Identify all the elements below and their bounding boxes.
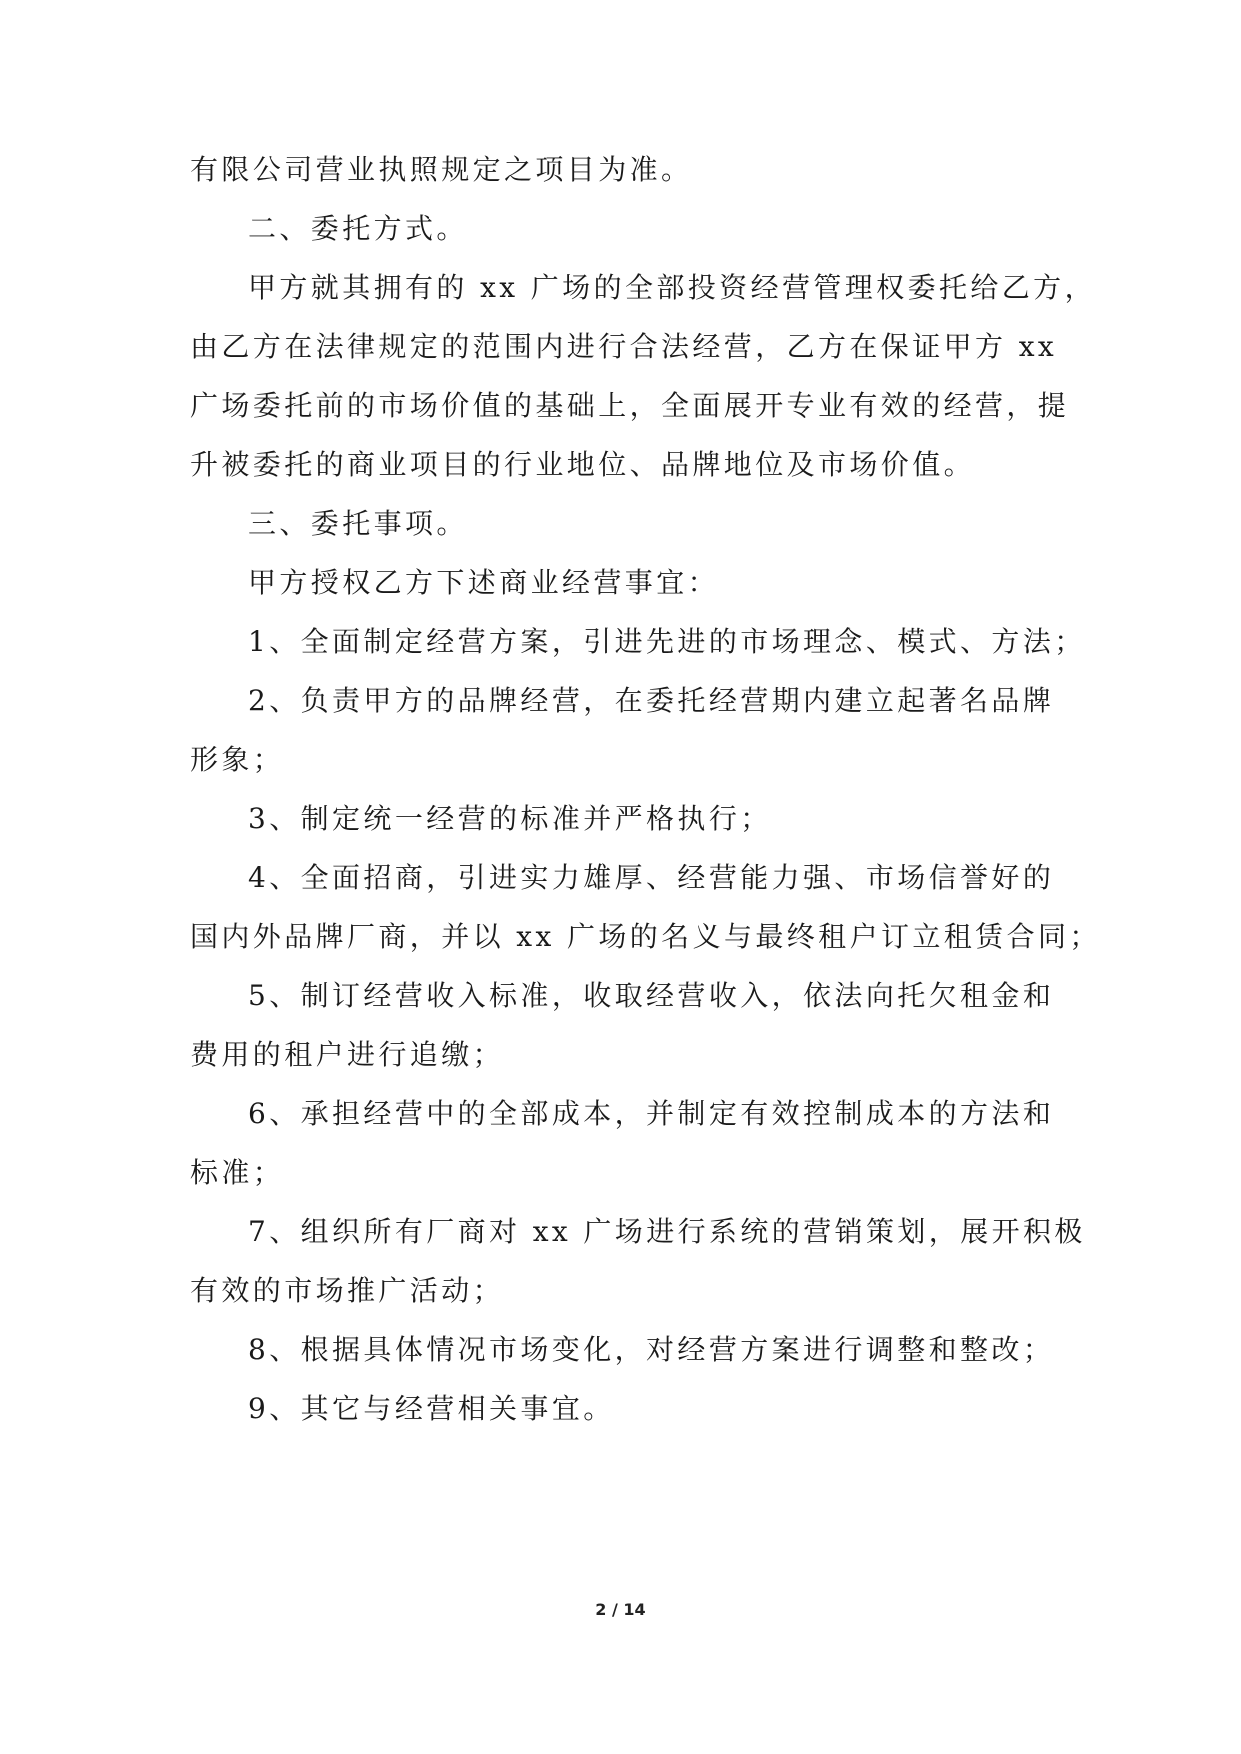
list-item: 5、制订经营收入标准，收取经营收入，依法向托欠租金和 [248, 979, 1055, 1012]
section-heading-delegation-method: 二、委托方式。 [248, 212, 468, 245]
list-item-continuation: 标准； [190, 1156, 285, 1189]
list-item-continuation: 形象； [190, 743, 285, 776]
list-item: 6、承担经营中的全部成本，并制定有效控制成本的方法和 [248, 1097, 1055, 1130]
list-item: 4、全面招商，引进实力雄厚、经营能力强、市场信誉好的 [248, 861, 1055, 894]
paragraph-line: 广场委托前的市场价值的基础上，全面展开专业有效的经营，提 [190, 389, 1070, 422]
list-item: 7、组织所有厂商对 xx 广场进行系统的营销策划，展开积极 [248, 1215, 1086, 1248]
list-item: 1、全面制定经营方案，引进先进的市场理念、模式、方法； [248, 625, 1086, 658]
list-item: 9、其它与经营相关事宜。 [248, 1392, 615, 1425]
list-item: 8、根据具体情况市场变化，对经营方案进行调整和整改； [248, 1333, 1055, 1366]
list-item-continuation: 费用的租户进行追缴； [190, 1038, 505, 1071]
paragraph-line: 甲方授权乙方下述商业经营事宜： [248, 566, 720, 599]
paragraph-line: 甲方就其拥有的 xx 广场的全部投资经营管理权委托给乙方， [248, 271, 1096, 304]
list-item-continuation: 有效的市场推广活动； [190, 1274, 505, 1307]
list-item-continuation: 国内外品牌厂商，并以 xx 广场的名义与最终租户订立租赁合同； [190, 920, 1101, 953]
section-heading-delegated-matters: 三、委托事项。 [248, 507, 468, 540]
page-number: 2 / 14 [595, 1600, 646, 1619]
list-item: 2、负责甲方的品牌经营，在委托经营期内建立起著名品牌 [248, 684, 1055, 717]
paragraph-line: 有限公司营业执照规定之项目为准。 [190, 153, 693, 186]
list-item: 3、制定统一经营的标准并严格执行； [248, 802, 772, 835]
paragraph-line: 升被委托的商业项目的行业地位、品牌地位及市场价值。 [190, 448, 976, 481]
paragraph-line: 由乙方在法律规定的范围内进行合法经营，乙方在保证甲方 xx [190, 330, 1058, 363]
